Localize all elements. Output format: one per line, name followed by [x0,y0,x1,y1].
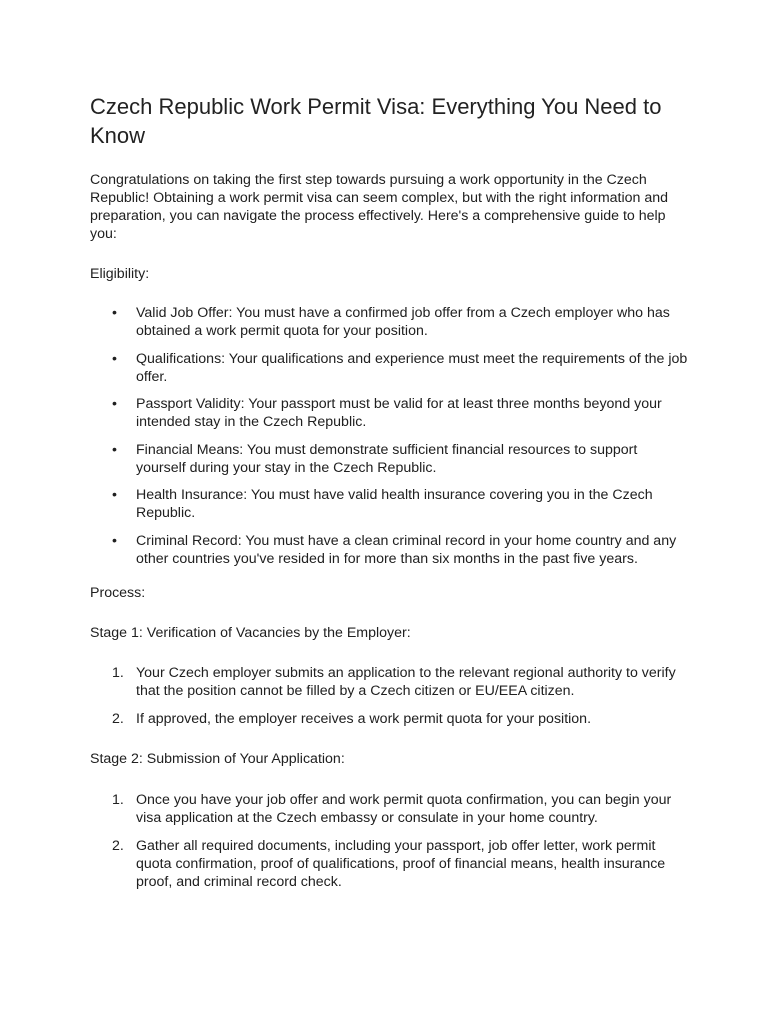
bullet-marker: • [112,305,117,321]
list-item [90,350,690,386]
list-item-text: Valid Job Offer: You must have a confirmed job offer from a Czech employer who has obtained a work permit quota for your position. [136,305,670,339]
list-item-text: Your Czech employer submits an application to the relevant regional authority to verify that the position cannot be filled by a Czech citizen or EU/EEA citizen. [136,664,676,699]
document-page [90,92,690,901]
stage1-steps [90,664,690,728]
list-item [90,710,690,728]
step-number: 2. [112,710,124,727]
list-item-text: Once you have your job offer and work permit quota confirmation, you can begin your visa application at the Czech embassy or consulate in your home country. [136,791,672,826]
list-item-text: Qualifications: Your qualifications and experience must meet the requirements of the job offer. [136,350,688,385]
eligibility-list [90,304,690,568]
list-item [90,791,690,827]
bullet-marker: • [112,396,117,412]
list-item [90,304,690,340]
document-title: Czech Republic Work Permit Visa: Everything You Need to Know [90,94,662,148]
bullet-marker: • [112,350,117,367]
process-heading: Process: [90,584,146,601]
intro-paragraph: Congratulations on taking the first step towards pursuing a work opportunity in the Czech Republic! Obtaining a work permit visa can seem complex, but with the right information and preparation, you can navigate the process effectively. Here's a comprehensive guide to help you: [90,172,669,242]
list-item-text: Financial Means: You must demonstrate sufficient financial resources to support yourself during your stay in the Czech Republic. [136,441,638,476]
stage1-heading: Stage 1: Verification of Vacancies by the Employer: [90,624,411,641]
step-number: 1. [112,664,124,681]
list-item [90,532,690,568]
list-item [90,441,690,477]
list-item [90,395,690,431]
stage2-steps [90,791,690,891]
list-item-text: If approved, the employer receives a work permit quota for your position. [136,710,592,727]
bullet-marker: • [112,532,117,549]
list-item [90,837,690,891]
step-number: 1. [112,791,124,808]
bullet-marker: • [112,441,117,458]
step-number: 2. [112,837,124,854]
list-item [90,486,690,522]
stage2-heading: Stage 2: Submission of Your Application: [90,750,345,767]
bullet-marker: • [112,487,117,503]
list-item [90,664,690,700]
list-item-text: Passport Validity: Your passport must be valid for at least three months beyond your intended stay in the Czech Republic. [136,396,662,430]
list-item-text: Health Insurance: You must have valid health insurance covering you in the Czech Republic. [136,487,653,521]
list-item-text: Criminal Record: You must have a clean criminal record in your home country and any other countries you've resided in for more than six months in the past five years. [136,532,677,567]
list-item-text: Gather all required documents, including your passport, job offer letter, work permit quota confirmation, proof of qualifications, proof of financial means, health insurance proof, and criminal record check. [136,837,666,890]
eligibility-heading: Eligibility: [90,266,150,282]
